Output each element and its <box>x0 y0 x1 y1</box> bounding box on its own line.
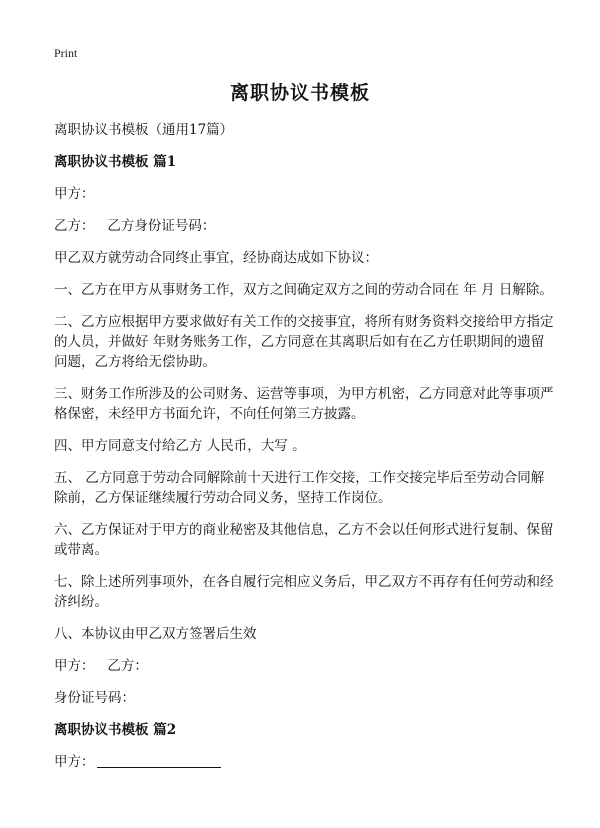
section2-party-a-label: 甲方： <box>54 754 95 770</box>
clause-1: 一、乙方在甲方从事财务工作，双方之间确定双方之间的劳动合同在 年 月 日解除。 <box>54 282 553 298</box>
clause-7: 七、除上述所列事项外，在各自履行完相应义务后，甲乙双方不再存有任何劳动和经济纠纷。 <box>54 574 554 610</box>
section-heading-1: 离职协议书模板 篇1 <box>54 154 177 170</box>
print-label: Print <box>54 46 78 60</box>
party-a-line: 甲方： <box>54 186 95 202</box>
id-number-line: 身份证号码： <box>54 690 135 706</box>
clause-4: 四、甲方同意支付给乙方 人民币，大写 。 <box>54 438 306 454</box>
section-heading-2: 离职协议书模板 篇2 <box>54 722 177 738</box>
section2-party-a-row <box>54 752 554 772</box>
clause-3: 三、财务工作所涉及的公司财务、运营等事项，为甲方机密，乙方同意对此等事项严格保密，未经甲方书面允许，不向任何第三方披露。 <box>54 386 554 422</box>
document-title: 离职协议书模板 <box>229 82 370 104</box>
intro-paragraph: 甲乙双方就劳动合同终止事宜，经协商达成如下协议： <box>54 250 378 266</box>
signature-blank-line <box>97 753 221 768</box>
clause-5: 五、 乙方同意于劳动合同解除前十天进行工作交接，工作交接完毕后至劳动合同解除前，乙方保证继续履行劳动合同义务，坚持工作岗位。 <box>54 470 545 506</box>
clause-2: 二、乙方应根据甲方要求做好有关工作的交接事宜，将所有财务资料交接给甲方指定的人员，并做好 年财务账务工作，乙方同意在其离职后如有在乙方任职期间的遗留问题，乙方将给无偿协助。 <box>54 314 554 370</box>
signature-line: 甲方： 乙方： <box>54 658 148 674</box>
clause-8: 八、本协议由甲乙双方签署后生效 <box>54 626 257 642</box>
document-body <box>54 120 554 784</box>
party-b-line: 乙方： 乙方身份证号码： <box>54 218 216 234</box>
document-subtitle: 离职协议书模板（通用17篇） <box>54 122 234 138</box>
clause-6: 六、乙方保证对于甲方的商业秘密及其他信息，乙方不会以任何形式进行复制、保留或带离。 <box>54 522 554 558</box>
